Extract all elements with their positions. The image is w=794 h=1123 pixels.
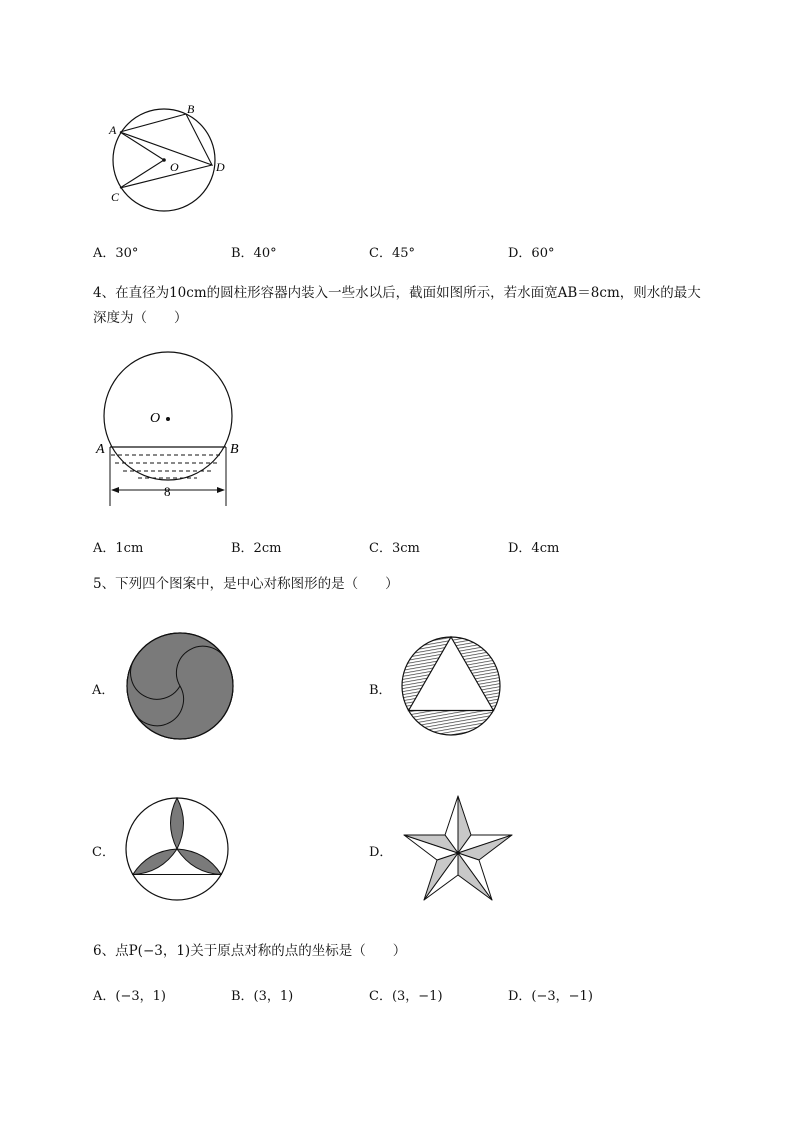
q3-label-B: B	[187, 102, 195, 116]
q4-question-line2: 深度为（ ）	[93, 310, 188, 326]
q4-label-width: 8	[164, 484, 171, 499]
q4-label-A: A	[96, 442, 105, 457]
q6-question: 6、点P(−3，1)关于原点对称的点的坐标是（ ）	[93, 943, 407, 959]
q3-label-C: C	[111, 190, 120, 204]
q6-option-b[interactable]: B．(3，1)	[231, 989, 294, 1004]
q4-question-line1: 4、在直径为10cm的圆柱形容器内装入一些水以后，截面如图所示，若水面宽AB＝8cm，则水的最大	[93, 285, 701, 301]
q5-option-d-label[interactable]: D．	[369, 845, 393, 860]
q4-option-a[interactable]: A．1cm	[93, 541, 144, 556]
q5-question: 5、下列四个图案中，是中心对称图形的是（ ）	[93, 576, 399, 592]
q5-option-a-figure[interactable]	[124, 630, 236, 742]
q4-arrow-right	[217, 487, 225, 493]
q3-label-A: A	[109, 123, 117, 137]
q6-option-a[interactable]: A．(−3，1)	[93, 989, 166, 1004]
q3-label-O: O	[170, 160, 179, 174]
q5-option-c-label[interactable]: C．	[92, 845, 115, 860]
q5-option-c-figure[interactable]	[122, 793, 232, 903]
q3-option-d[interactable]: D．60°	[508, 246, 555, 261]
q5-option-a-label[interactable]: A．	[92, 683, 115, 698]
q4-label-O: O	[150, 411, 161, 426]
q4-container-figure	[92, 350, 242, 510]
q4-label-B: B	[230, 442, 239, 457]
q4-option-d[interactable]: D．4cm	[508, 541, 560, 556]
q5-c-petal-top	[171, 798, 184, 849]
q4-center-dot	[166, 417, 170, 421]
q5-option-b-figure[interactable]	[399, 634, 503, 738]
q3-option-c[interactable]: C．45°	[369, 246, 415, 261]
q3-center-dot	[162, 158, 166, 162]
q4-option-b[interactable]: B．2cm	[231, 541, 282, 556]
q3-option-b[interactable]: B．40°	[231, 246, 277, 261]
q3-option-a[interactable]: A．30°	[93, 246, 139, 261]
q5-option-b-label[interactable]: B．	[369, 683, 392, 698]
q3-chord-CD	[120, 165, 212, 188]
q3-label-D: D	[216, 160, 225, 174]
q4-option-c[interactable]: C．3cm	[369, 541, 420, 556]
q5-option-d-figure[interactable]	[399, 793, 517, 903]
q4-circle	[104, 352, 232, 480]
q6-option-d[interactable]: D．(−3，−1)	[508, 989, 593, 1004]
q4-arrow-left	[111, 487, 119, 493]
q5-d-star	[404, 796, 512, 900]
q6-option-c[interactable]: C．(3，−1)	[369, 989, 443, 1004]
q3-circle-figure	[105, 100, 235, 215]
